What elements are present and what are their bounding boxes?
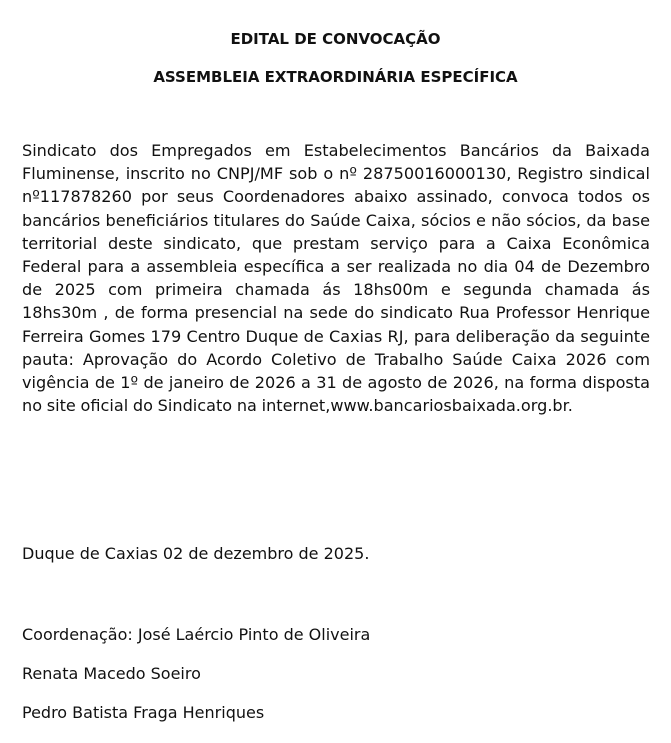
convocation-body: Sindicato dos Empregados em Estabelecimentos Bancários da Baixada Fluminense, inscrito no CNPJ/MF sob o nº 28750016000130, Registro sindical nº117878260 por seus Coordenadores abaixo assinado, convoca todos os bancários beneficiários titulares do Saúde Caixa, sócios e não sócios, da base territorial deste sindicato, que prestam serviço para a Caixa Econômica Federal para a assembleia específica a ser realizada no dia 04 de Dezembro de 2025 com primeira chamada ás 18hs00m e segunda chamada ás 18hs30m , de forma presencial na sede do sindicato Rua Professor Henrique Ferreira Gomes 179 Centro Duque de Caxias RJ, para deliberação da seguinte pauta: Aprovação do Acordo Coletivo de Trabalho Saúde Caixa 2026 com vigência de 1º de janeiro de 2026 a 31 de agosto de 2026, na forma disposta no site oficial do Sindicato na internet,www.bancariosbaixada.org.br. <box>22 141 650 416</box>
coordination-line: Coordenação: José Laércio Pinto de Oliveira <box>22 625 371 644</box>
document-subtitle: ASSEMBLEIA EXTRAORDINÁRIA ESPECÍFICA <box>153 68 518 86</box>
signatory-name: Renata Macedo Soeiro <box>22 664 201 683</box>
signatory-name: Pedro Batista Fraga Henriques <box>22 703 265 722</box>
document-title: EDITAL DE CONVOCAÇÃO <box>230 30 441 48</box>
date-line: Duque de Caxias 02 de dezembro de 2025. <box>22 544 370 563</box>
